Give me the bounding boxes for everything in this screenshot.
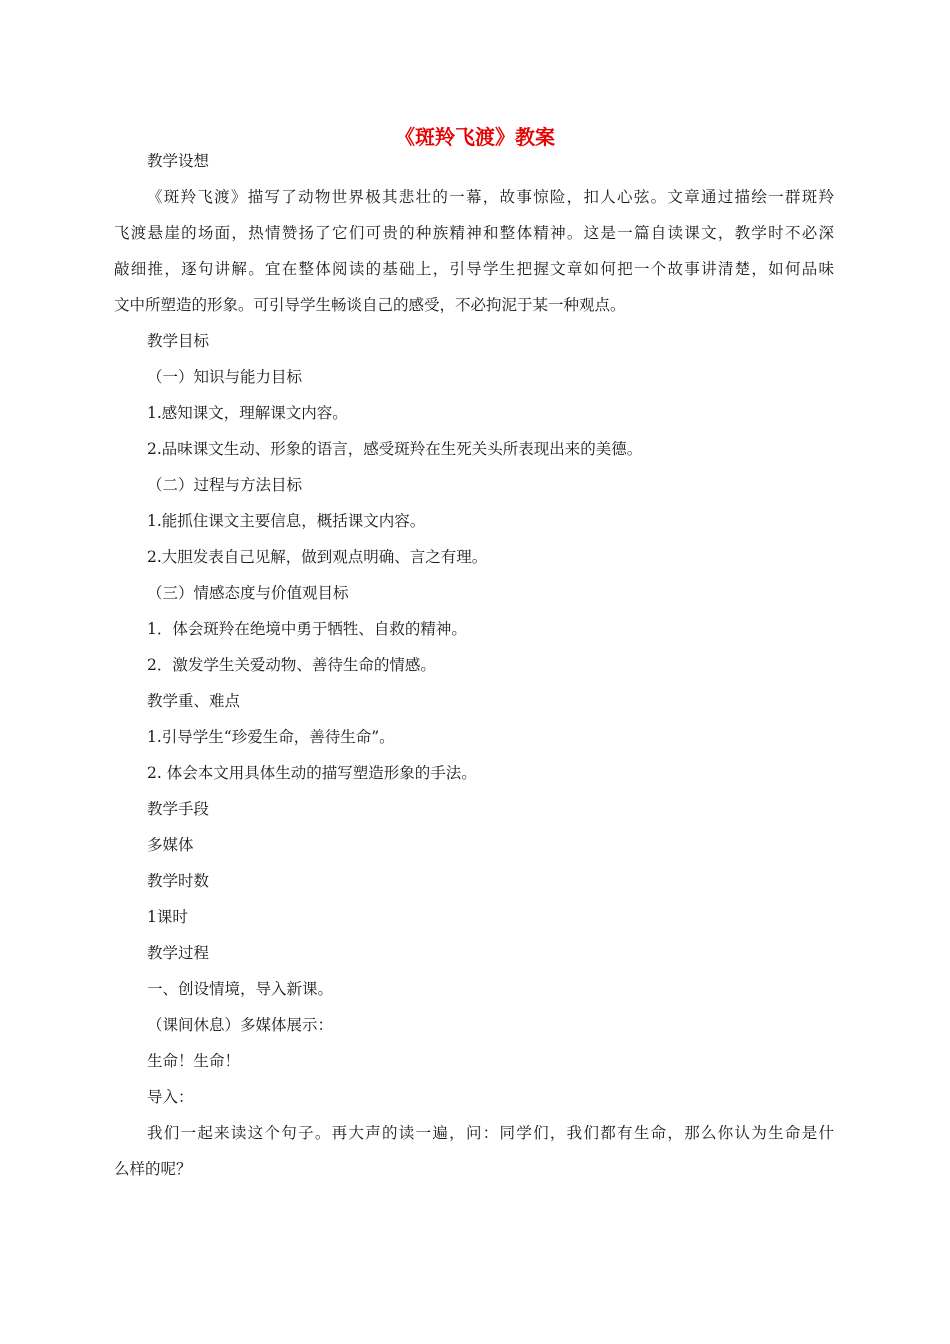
list-item: 2．激发学生关爱动物、善待生命的情感。 [147, 656, 436, 674]
paragraph-line: （课间休息）多媒体展示： [147, 1016, 334, 1034]
paragraph-line: 导入： [147, 1088, 194, 1106]
section-heading: 教学手段 [147, 800, 210, 818]
section-heading: 教学重、难点 [147, 692, 241, 710]
paragraph-line: 飞渡悬崖的场面，热情赞扬了它们可贵的种族精神和整体精神。这是一篇自读课文，教学时不必深 [114, 224, 834, 242]
list-item: 1．体会斑羚在绝境中勇于牺牲、自救的精神。 [147, 620, 467, 638]
paragraph-line: 敲细推，逐句讲解。宜在整体阅读的基础上，引导学生把握文章如何把一个故事讲清楚，如何品味 [114, 260, 834, 278]
section-heading: 教学过程 [147, 944, 210, 962]
list-item: 2. 体会本文用具体生动的描写塑造形象的手法。 [147, 764, 477, 782]
sub-heading: （一）知识与能力目标 [147, 368, 303, 386]
paragraph-line: 文中所塑造的形象。可引导学生畅谈自己的感受，不必拘泥于某一种观点。 [114, 296, 626, 314]
sub-heading: （三）情感态度与价值观目标 [147, 584, 349, 602]
section-heading: 教学目标 [147, 332, 210, 350]
sub-heading: 一、创设情境，导入新课。 [147, 980, 334, 998]
paragraph-line: 多媒体 [147, 836, 194, 854]
paragraph-line: 我们一起来读这个句子。再大声的读一遍，问：同学们，我们都有生命，那么你认为生命是什 [147, 1124, 834, 1142]
list-item: 1.能抓住课文主要信息，概括课文内容。 [147, 512, 426, 530]
list-item: 1.感知课文，理解课文内容。 [147, 404, 348, 422]
paragraph-line: 么样的呢？ [114, 1160, 192, 1178]
list-item: 2.大胆发表自己见解，做到观点明确、言之有理。 [147, 548, 488, 566]
section-heading: 教学设想 [147, 152, 210, 170]
section-heading: 教学时数 [147, 872, 210, 890]
list-item: 2.品味课文生动、形象的语言，感受斑羚在生死关头所表现出来的美德。 [147, 440, 643, 458]
document-title: 《斑羚飞渡》教案 [395, 125, 555, 149]
paragraph-line: 1课时 [147, 908, 188, 926]
sub-heading: （二）过程与方法目标 [147, 476, 303, 494]
list-item: 1.引导学生“珍爱生命，善待生命”。 [147, 728, 395, 746]
paragraph-line: 《斑羚飞渡》描写了动物世界极其悲壮的一幕，故事惊险，扣人心弦。文章通过描绘一群斑羚 [147, 188, 834, 206]
paragraph-line: 生命！生命！ [147, 1052, 241, 1070]
